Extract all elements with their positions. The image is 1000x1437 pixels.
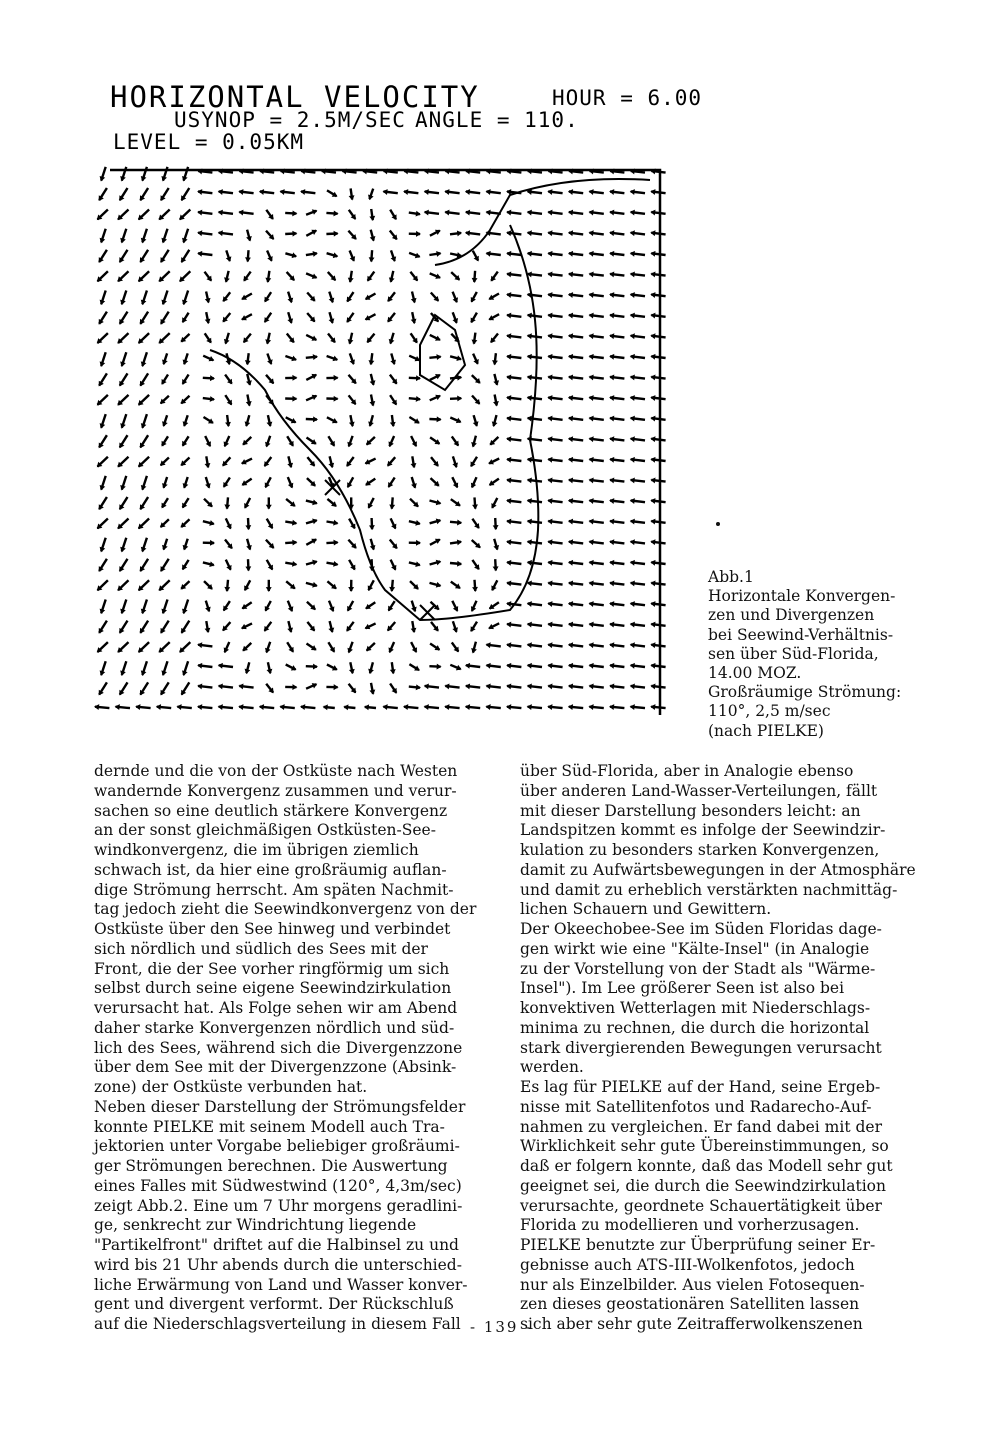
wind-arrow-head [100,300,104,304]
caption-line: bei Seewind-Verhältnis- [708,625,894,644]
right-column-line: werden. [520,1058,584,1077]
wind-arrow-head [334,232,338,236]
right-column-line: und damit zu erheblich verstärkten nachmittäg- [520,880,898,899]
left-column-line: selbst durch seine eigene Seewindzirkulation [94,979,452,998]
left-column-line: liche Erwärmung von Land und Wasser konver- [94,1275,468,1294]
wind-arrow-head [289,298,293,302]
wind-arrow-head [162,177,166,181]
wind-arrow-head [369,195,373,199]
right-column-line: konvektiven Wetterlagen mit Niederschlags- [520,999,871,1017]
right-column-line: stark divergierenden Bewegungen verursacht [520,1038,882,1057]
wind-arrow-head [293,211,297,215]
wind-arrow-head [183,300,187,304]
wind-arrow-head [472,649,476,653]
wind-arrow-head [288,319,292,323]
figure-title: HORIZONTAL VELOCITY [110,80,480,114]
wind-arrow-head [288,628,292,632]
wind-arrow-head [334,253,338,257]
wind-arrow-head [288,463,292,467]
wind-arrow-head [437,519,441,523]
wind-arrow-head [100,362,104,366]
wind-arrow-head [142,239,146,243]
wind-arrow-head [183,360,187,364]
right-column-line: kulation zu besonders starken Konvergenzen, [520,841,880,859]
figure-level-label: LEVEL = 0.05KM [113,130,305,154]
wind-arrow-head [437,665,441,669]
caption-line: 14.00 MOZ. [708,664,802,683]
figure-usynop-label: USYNOP = 2.5M/SEC [174,108,406,132]
wind-arrow-head [100,239,104,243]
wind-arrow-head [183,177,187,181]
wind-arrow-head [412,607,416,611]
wind-arrow-head [183,422,187,426]
wind-arrow-head [163,360,167,364]
wind-arrow-head [162,671,166,675]
wind-arrow-head [163,422,167,426]
wind-arrow-head [330,319,334,323]
left-column-line: ge, senkrecht zur Windrichtung liegende [94,1216,417,1235]
wind-arrow-head [142,671,146,675]
wind-arrow-head [121,486,125,490]
right-column-line: nahmen zu vergleichen. Er fand dabei mit der [520,1117,883,1136]
wind-arrow-head [100,177,104,181]
wind-arrow-head [121,671,125,675]
left-column-line: Front, die der See vorher ringförmig um sich [94,959,450,978]
wind-arrow-head [349,588,353,592]
wind-arrow-head [371,237,375,241]
left-column-line: Neben dieser Darstellung der Strömungsfelder [94,1097,466,1116]
wind-arrow-head [313,519,317,523]
wind-arrow-head [389,340,393,344]
left-column-line: sachen so eine deutlich stärkere Konvergenz [94,801,448,820]
wind-arrow-head [369,669,373,673]
figure-angle-label: ANGLE = 110. [415,108,579,132]
figure-frame [110,170,660,715]
wind-arrow-head [245,422,249,426]
left-column-line: über dem See mit der Divergenzzone (Absink- [94,1058,457,1077]
wind-arrow-head [245,669,249,673]
wind-arrow-head [314,417,318,421]
caption-line: Großräumige Strömung: [708,683,902,702]
wind-arrow-head [100,609,104,613]
wind-arrow-head [247,546,251,550]
wind-arrow-head [266,649,270,653]
wind-arrow-head [183,609,187,613]
right-column-line: gebnisse auch ATS-III-Wolkenfotos, jedoch [520,1255,855,1274]
left-column-line: daher starke Konvergenzen nördlich und süd- [94,1018,455,1037]
wind-arrow-head [348,443,352,447]
wind-arrow-head [206,319,210,323]
left-column-line: sich nördlich und südlich des Sees mit der [94,939,428,958]
text-column-right [520,762,925,1335]
wind-arrow-head [121,300,125,304]
wind-arrow-head [142,609,146,613]
wind-arrow-head [121,362,125,366]
left-column-line: zeigt Abb.2. Eine um 7 Uhr morgens geradlini- [94,1196,463,1215]
figure-hour-label: HOUR = 6.00 [552,86,703,110]
left-column-line: auf die Niederschlagsverteilung in diesem Fall [94,1315,461,1333]
wind-arrow-head [417,232,421,236]
wind-arrow-head [246,567,250,571]
wind-arrow-head [472,443,476,447]
wind-arrow-head [227,257,231,261]
wind-arrow-head [474,422,478,426]
left-column-line: an der sonst gleichmäßigen Ostküsten-See- [94,821,436,840]
wind-arrow-head [412,484,416,488]
wind-arrow-head [351,360,355,364]
wind-arrow-head [350,422,354,426]
wind-arrow-head [121,239,125,243]
left-column-line: "Partikelfront" driftet auf die Halbinsel zu und [94,1236,459,1254]
wind-arrow-head [225,587,229,591]
wind-arrow-head [334,397,338,401]
left-column-line: schwach ist, da hier eine großräumig auflan- [94,860,447,879]
wind-arrow-head [246,258,250,262]
caption-line: Abb.1 [708,568,754,586]
wind-arrow-head [417,376,421,380]
wind-arrow-head [162,609,166,613]
wind-arrow-head [211,541,215,545]
wind-arrow-head [334,376,338,380]
wind-arrow-head [437,501,441,505]
caption-line: 110°, 2,5 m/sec [708,702,831,721]
wind-arrow-head [329,463,333,467]
wind-arrow-head [210,562,214,566]
wind-arrow-head [183,546,187,550]
left-column-line: Ostküste über den See hinweg und verbindet [94,920,451,938]
right-column-line: Es lag für PIELKE auf der Hand, seine Ergeb- [520,1078,881,1096]
page-number: - 139 - [470,1318,533,1336]
wind-arrow-head [211,376,215,380]
right-column-line: minima zu rechnen, die durch die horizontal [520,1018,870,1037]
wind-arrow-head [142,177,146,181]
right-column-line: Der Okeechobee-See im Süden Floridas dage- [520,920,882,938]
wind-arrow-head [369,422,373,426]
wind-arrow-head [453,628,457,632]
wind-arrow-head [162,239,166,243]
convergence-contour [210,225,538,620]
wind-arrow-head [392,257,396,261]
wind-arrow-head [266,443,270,447]
wind-arrow-head [266,340,270,344]
wind-arrow-head [457,356,461,360]
wind-arrow-head [437,583,441,587]
left-column-line: zone) der Ostküste verbunden hat. [94,1078,368,1096]
right-column-line: Landspitzen kommt es infolge der Seewindzir- [520,821,886,840]
wind-arrow-head [162,300,166,304]
wind-arrow-head [370,258,374,262]
wind-arrow-head [458,396,462,400]
wind-arrow-head [371,546,375,550]
wind-arrow-head [268,422,272,426]
wind-arrow-head [225,505,229,509]
right-column-line: zu der Vorstellung von der Stadt als "Wärme- [520,959,876,978]
wind-arrow-head [163,546,167,550]
wind-arrow-head [293,685,297,689]
wind-arrow-head [458,562,462,566]
wind-arrow-head [293,541,297,545]
wind-arrow-head [371,381,375,385]
wind-arrow-head [417,541,421,545]
wind-arrow-head [348,340,352,344]
left-column-line: dige Strömung herrscht. Am späten Nachmit- [94,880,454,899]
wind-arrow-head [121,177,125,181]
wind-arrow-head [412,319,416,323]
wind-arrow-head [206,299,210,303]
wind-arrow-head [225,340,229,344]
right-column-line: mit dieser Darstellung besonders leicht: an [520,801,861,820]
caption-line: (nach PIELKE) [708,721,824,740]
convergence-contour [325,480,340,495]
wind-arrow-head [268,360,272,364]
left-column-line: gent und divergent verformt. Der Rückschluß [94,1295,454,1314]
wind-arrow-head [494,546,498,550]
right-column-line: damit zu Aufwärtsbewegungen in der Atmosphäre [520,860,916,879]
wind-arrow-head [121,548,125,552]
caption-line: zen und Divergenzen [708,606,875,625]
wind-arrow-head [142,486,146,490]
right-column-line: geeignet sei, die durch die Seewindzirkulation [520,1176,886,1195]
wind-arrow-head [437,561,441,565]
wind-arrow-head [225,278,229,282]
wind-arrow-head [293,232,297,236]
wind-arrow-head [246,526,250,530]
wind-arrow-head [268,669,272,673]
wind-arrow-head [391,360,395,364]
wind-arrow-head [453,463,457,467]
right-column-line: PIELKE benutzte zur Überprüfung seiner Er- [520,1236,876,1254]
wind-arrow-head [293,376,297,380]
wind-arrow-head [416,562,420,566]
wind-arrow-head [333,357,337,361]
wind-arrow-head [210,521,214,525]
wind-arrow-head [314,665,318,669]
wind-arrow-head [121,424,125,428]
wind-arrow-head [313,560,317,564]
wind-arrow-head [206,484,210,488]
wind-arrow-head [494,567,498,571]
wind-arrow-head [121,609,125,613]
caption-line: Horizontale Konvergen- [708,587,896,606]
wind-arrow-head [267,505,271,508]
right-column-line: über Süd-Florida, aber in Analogie ebenso [520,762,854,780]
wind-arrow-head [313,501,317,505]
left-column-line: dernde und die von der Ostküste nach Westen [94,762,458,780]
wind-arrow-head [334,685,338,689]
figure-caption [708,568,948,741]
left-column-line: jektorien unter Vorgabe beliebiger großräumi- [94,1137,460,1156]
text-column-left [94,762,499,1335]
right-column-line: Florida zu modellieren und vorherzusagen. [520,1216,860,1235]
wind-arrow-head [473,278,477,282]
stray-dot [716,522,720,526]
wind-arrow-head [329,628,333,632]
wind-arrow-head [293,397,297,401]
wind-arrow-head [473,505,477,509]
right-column-line: Wirklichkeit sehr gute Übereinstimmungen, so [520,1137,889,1156]
wind-arrow-head [247,381,251,385]
left-column-line: wandernde Konvergenz zusammen und verur- [94,781,457,800]
left-column-line: eines Falles mit Südwestwind (120°, 4,3m/sec) [94,1176,462,1195]
right-column-line: sich aber sehr gute Zeitrafferwolkenszenen [520,1315,863,1333]
wind-arrow-head [163,484,167,488]
left-column-line: ger Strömungen berechnen. Die Auswertung [94,1157,448,1175]
left-column-line: verursacht hat. Als Folge sehen wir am Abend [94,999,458,1017]
left-column-line: windkonvergenz, die im übrigen ziemlich [94,841,419,859]
wind-arrow-head [227,360,231,364]
wind-arrow-head [334,541,338,545]
caption-line: sen über Süd-Florida, [708,644,879,663]
left-column-line: tag jedoch zieht die Seewindkonvergenz von der [94,900,477,919]
right-column-line: verursachte, geordnete Schauertätigkeit über [520,1196,882,1215]
right-column-line: über anderen Land-Wasser-Verteilungen, fällt [520,781,878,800]
wind-arrow-head [370,526,374,530]
left-column-line: konnte PIELKE mit seinem Modell auch Tra- [94,1117,445,1136]
wind-arrow-head [390,278,394,282]
wind-arrow-head [494,381,498,385]
wind-arrow-head [142,300,146,304]
left-column-line: wird bis 21 Uhr abends durch die unterschied- [94,1255,462,1274]
wind-arrow-head [100,424,104,428]
wind-arrow-head [183,671,187,675]
right-column-line: gen wirkt wie eine "Kälte-Insel" (in Analogie [520,939,870,958]
wind-arrow-head [292,357,296,361]
wind-arrow-head [247,237,251,241]
convergence-contour [420,605,435,620]
wind-arrow-head [142,548,146,552]
wind-arrow-head [313,583,317,587]
right-column-line: daß er folgern konnte, daß das Modell sehr gut [520,1157,893,1175]
wind-arrow-head [100,671,104,675]
wind-arrow-head [267,588,271,591]
wind-arrow-head [390,587,394,591]
wind-arrow-head [183,239,187,243]
wind-arrow-head [416,521,420,525]
wind-arrow-head [142,362,146,366]
right-column-line: Insel"). Im Lee größerer Seen ist also bei [520,979,845,998]
right-column-line: lichen Schauern und Gewittern. [520,900,772,919]
wind-vector-field-icon [90,150,680,730]
wind-arrow-head [183,484,187,488]
wind-arrow-head [100,548,104,552]
wind-arrow-head [330,298,334,302]
wind-arrow-head [412,299,416,303]
left-column-line: lich des Sees, während sich die Divergenzzone [94,1038,463,1057]
right-column-line: zen dieses geostationären Satelliten lassen [520,1295,860,1314]
wind-arrow-head [100,486,104,490]
wind-arrow-head [334,211,338,215]
wind-arrow-head [494,526,498,530]
wind-arrow-head [142,424,146,428]
wind-arrow-head [348,649,352,653]
right-column-line: nur als Einzelbilder. Aus vielen Fotosequen- [520,1275,865,1294]
wind-arrow-head [437,417,441,421]
wind-arrow-head [292,253,296,257]
right-column-line: nisse mit Satellitenfotos und Radarecho-Auf- [520,1097,872,1116]
wind-arrow-head [473,587,477,591]
wind-arrow-head [206,607,210,611]
wind-arrow-head [458,520,462,524]
wind-arrow-head [493,422,497,426]
